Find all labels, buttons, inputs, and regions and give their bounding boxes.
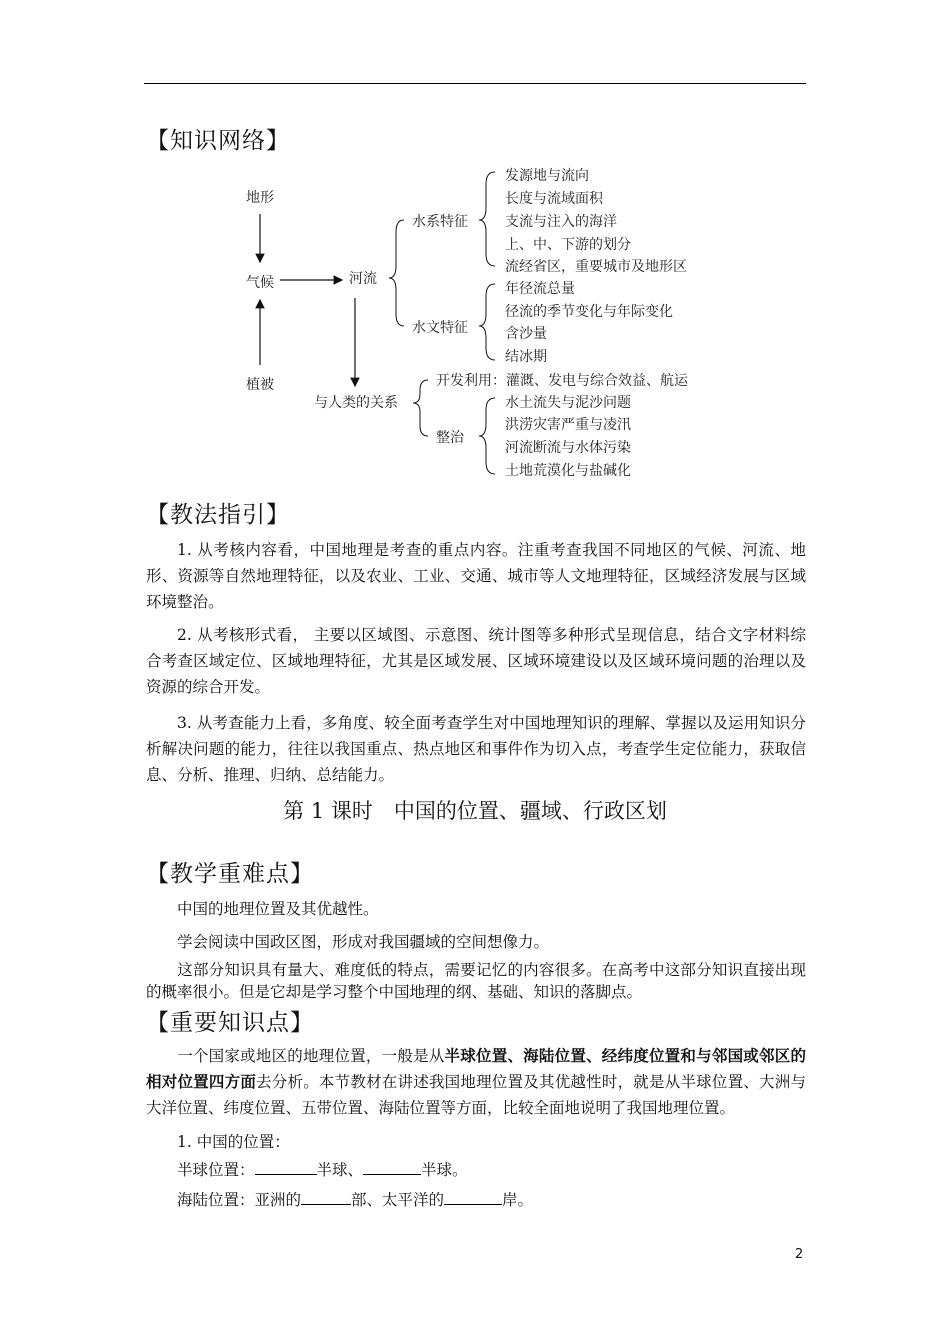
node-zhengzhi: 整治 [436, 430, 464, 446]
brace-zhengzhi [479, 398, 495, 474]
node-zhibei: 植被 [246, 377, 274, 393]
sea-blank-1[interactable] [301, 1188, 351, 1205]
difficulty-line-2: 学会阅读中国政区图，形成对我国疆域的空间想像力。 [177, 933, 550, 951]
difficulty-paragraph-3: 这部分知识具有量大、难度低的特点，需要记忆的内容很多。在高考中这部分知识直接出现的概率很小。但是它却是学习整个中国地理的纲、基础、知识的落脚点。 [146, 961, 806, 1001]
heading-key-difficulties: 【教学重难点】 [146, 861, 314, 887]
zhengzhi-item-2: 洪涝灾害严重与凌汛 [505, 417, 631, 433]
shuiwen-item-1: 年径流总量 [505, 281, 575, 297]
brace-renlei [413, 380, 428, 436]
teaching-paragraph-1: 1. 从考核内容看，中国地理是考查的重点内容。注重考查我国不同地区的气候、河流、地形、资源等自然地理特征，以及农业、工业、交通、城市等人文地理特征，区域经济发展与区域环境整治。 [146, 541, 806, 611]
node-kaifa: 开发利用：灌溉、发电与综合效益、航运 [436, 373, 688, 389]
brace-shuiwen [479, 284, 495, 360]
important-intro-paragraph: 一个国家或地区的地理位置，一般是从半球位置、海陆位置、经纬度位置和与邻国或邻区的相对位置四方面去分析。本节教材在讲述我国地理位置及其优越性时，就是从半球位置、大洲与大洋位置、纬度位置、五带位置、海陆位置等方面，比较全面地说明了我国地理位置。 [146, 1046, 806, 1117]
heading-teaching-guide: 【教法指引】 [146, 502, 290, 528]
node-dixing: 地形 [246, 190, 274, 206]
node-renlei: 与人类的关系 [314, 395, 398, 411]
china-position-item: 1. 中国的位置： [177, 1133, 290, 1151]
teaching-paragraph-3: 3. 从考查能力上看，多角度、较全面考查学生对中国地理知识的理解、掌握以及运用知识分析解决问题的能力，往往以我国重点、热点地区和事件作为切入点，考查学生定位能力，获取信息、分析、推理、归纳、总结能力。 [146, 714, 806, 784]
lesson-title: 第 1 课时 中国的位置、疆域、行政区划 [283, 799, 667, 823]
zhengzhi-item-1: 水土流失与泥沙问题 [505, 395, 631, 411]
shuiwen-item-4: 结冰期 [505, 349, 547, 365]
page-number: 2 [795, 1247, 804, 1262]
shuixi-item-4: 上、中、下游的划分 [505, 237, 631, 253]
hemisphere-position-line: 半球位置： 半球、 半球。 [177, 1158, 468, 1180]
sea-land-position-line: 海陆位置：亚洲的 部、太平洋的 岸。 [177, 1188, 533, 1210]
shuixi-item-5: 流经省区，重要城市及地形区 [505, 259, 687, 275]
node-qihou: 气候 [246, 275, 274, 291]
heading-knowledge-network: 【知识网络】 [146, 128, 290, 154]
difficulty-line-1: 中国的地理位置及其优越性。 [177, 900, 379, 918]
shuiwen-item-2: 径流的季节变化与年际变化 [505, 304, 673, 320]
zhengzhi-item-3: 河流断流与水体污染 [505, 440, 631, 456]
sea-blank-2[interactable] [444, 1188, 502, 1205]
shuixi-item-2: 长度与流域面积 [505, 191, 603, 207]
hemisphere-blank-1[interactable] [255, 1158, 317, 1175]
node-shuiwen: 水文特征 [412, 320, 468, 336]
teaching-paragraph-2: 2. 从考核形式看， 主要以区域图、示意图、统计图等多种形式呈现信息，结合文字材料综合考查区域定位、区域地理特征，尤其是区域发展、区域环境建设以及区域环境问题的治理以及资源的综合开发。 [146, 626, 806, 696]
zhengzhi-item-4: 土地荒漠化与盐碱化 [505, 463, 631, 479]
brace-heliu [389, 220, 404, 326]
node-shuixi: 水系特征 [412, 214, 468, 230]
heading-important-points: 【重要知识点】 [146, 1010, 314, 1036]
shuixi-item-3: 支流与注入的海洋 [505, 214, 617, 230]
brace-shuixi [479, 172, 495, 266]
hemisphere-blank-2[interactable] [363, 1158, 421, 1175]
node-heliu: 河流 [349, 271, 377, 287]
shuiwen-item-3: 含沙量 [505, 326, 547, 342]
shuixi-item-1: 发源地与流向 [505, 168, 589, 184]
